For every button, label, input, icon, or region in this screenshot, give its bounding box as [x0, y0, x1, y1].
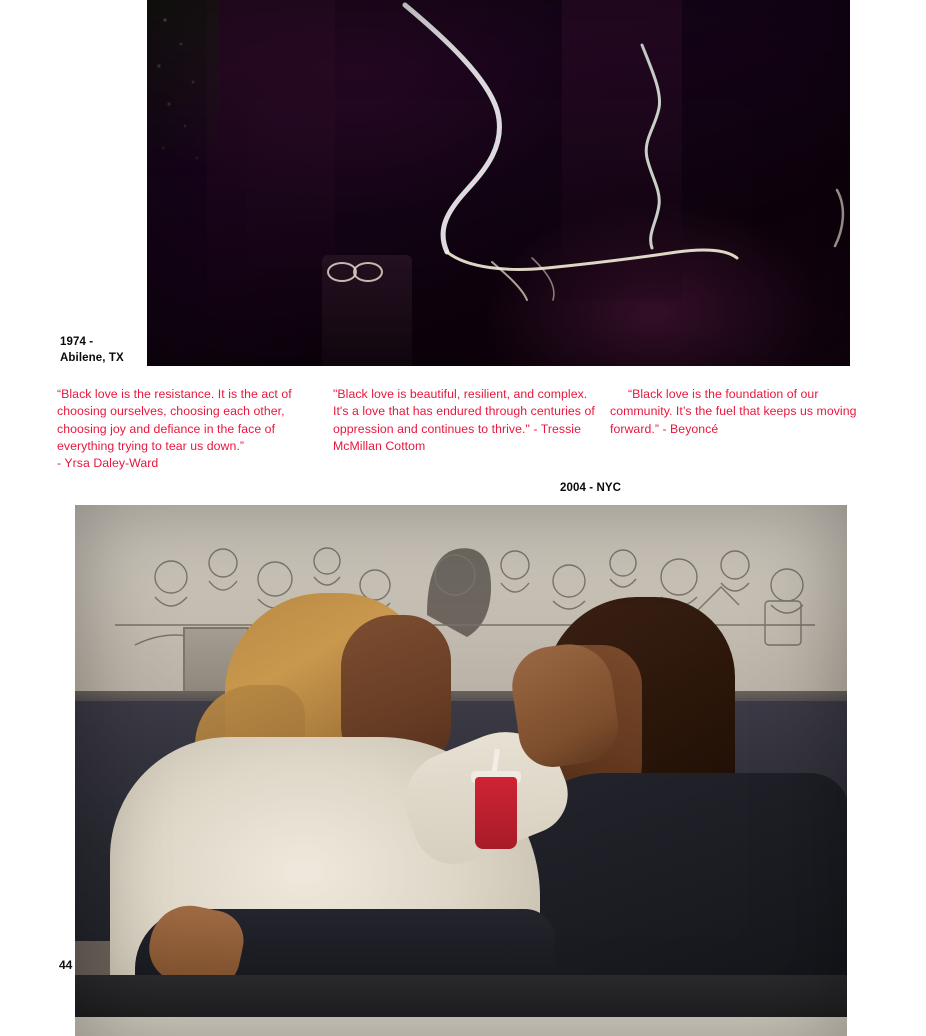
- quote-3-text: “Black love is the foundation of our community. It’s the fuel that keeps us moving forward.”: [610, 387, 857, 436]
- photo-top-ring-right: [353, 262, 383, 282]
- caption-top-line-2: Abilene, TX: [60, 352, 124, 364]
- photo-top-light-streaks: [147, 0, 850, 366]
- photo-bottom-floor-strip: [75, 1017, 847, 1036]
- quote-beyonce: [610, 386, 867, 438]
- quote-2-text: "Black love is beautiful, resilient, and complex. It's a love that has endured through centuries of oppression and continues to thrive." -: [333, 387, 595, 436]
- quote-daley-ward: [57, 386, 307, 472]
- caption-bottom-photo: 2004 - NYC: [560, 482, 622, 494]
- quote-1-attribution: - Yrsa Daley-Ward: [57, 456, 159, 471]
- photo-bottom-soda-cup: [475, 777, 517, 849]
- caption-top-photo: [60, 334, 140, 366]
- quote-2-attribution: Tressie McMillan Cottom: [333, 421, 581, 453]
- page-number: 44: [59, 958, 73, 972]
- quote-mcmillan-cottom: [333, 386, 595, 455]
- caption-top-line-1: 1974 -: [60, 336, 94, 348]
- photo-top: [147, 0, 850, 366]
- photo-bottom: [75, 505, 847, 1036]
- quote-1-text: “Black love is the resistance. It is the act of choosing ourselves, choosing each other, choosing joy and defiance in the face of everything trying to tear us down.”: [57, 387, 292, 453]
- quote-3-attribution: - Beyoncé: [662, 421, 719, 436]
- quotes-row: [57, 386, 867, 486]
